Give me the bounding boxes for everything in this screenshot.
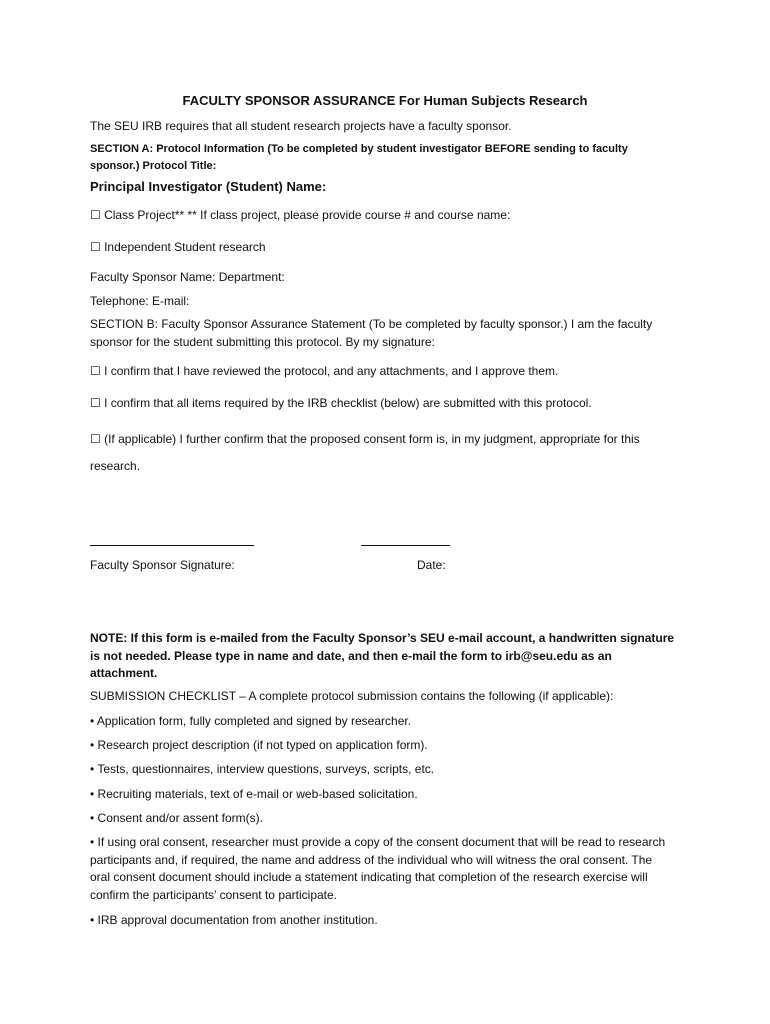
telephone-email: Telephone: E-mail: [90, 294, 190, 308]
section-b-statement: SECTION B: Faculty Sponsor Assurance Statement (To be completed by faculty sponsor.) I am the faculty sponsor for the student submitting this protocol. By my signature: [90, 317, 653, 349]
confirm-items-option: ☐ I confirm that all items required by the IRB checklist (below) are submitted with this protocol. [90, 396, 592, 410]
checklist-item: • Application form, fully completed and signed by researcher. [90, 714, 412, 728]
intro-text: The SEU IRB requires that all student research projects have a faculty sponsor. [90, 119, 512, 133]
sponsor-name-department: Faculty Sponsor Name: Department: [90, 270, 285, 284]
checklist-item: • If using oral consent, researcher must provide a copy of the consent document that will be read to research participants and, if required, the name and address of the individual who will witness the oral consent. The oral consent document should include a statement indicating that completion of the research exercise will confirm the participants’ consent to participate. [90, 835, 666, 902]
confirm-consent-option: ☐ (If applicable) I further confirm that the proposed consent form is, in my judgment, appropriate for this research. [90, 432, 640, 473]
document-title: FACULTY SPONSOR ASSURANCE For Human Subjects Research [182, 93, 588, 108]
checklist-item: • Tests, questionnaires, interview questions, surveys, scripts, etc. [90, 762, 435, 776]
confirm-reviewed-option: ☐ I confirm that I have reviewed the protocol, and any attachments, and I approve them. [90, 364, 559, 378]
signature-label: Faculty Sponsor Signature: [90, 558, 235, 572]
checklist-intro: SUBMISSION CHECKLIST – A complete protocol submission contains the following (if applicable): [90, 689, 614, 703]
principal-investigator-label: Principal Investigator (Student) Name: [90, 179, 327, 194]
checklist-item: • Consent and/or assent form(s). [90, 811, 263, 825]
independent-research-option: ☐ Independent Student research [90, 240, 266, 254]
checklist-item: • Recruiting materials, text of e-mail or web-based solicitation. [90, 787, 418, 801]
date-label: Date: [417, 558, 446, 572]
checklist-item: • Research project description (if not typed on application form). [90, 738, 428, 752]
class-project-option: ☐ Class Project** ** If class project, please provide course # and course name: [90, 208, 511, 222]
email-note: NOTE: If this form is e-mailed from the Faculty Sponsor’s SEU e-mail account, a handwritten signature is not needed. Please type in name and date, and then e-mail the form to irb@seu.edu as an attachment. [90, 631, 675, 680]
checklist-item: • IRB approval documentation from another institution. [90, 913, 378, 927]
date-line [361, 545, 450, 546]
signature-line [90, 545, 254, 546]
section-a-heading: SECTION A: Protocol Information (To be completed by student investigator BEFORE sending to faculty sponsor.) Protocol Title: [90, 143, 628, 172]
